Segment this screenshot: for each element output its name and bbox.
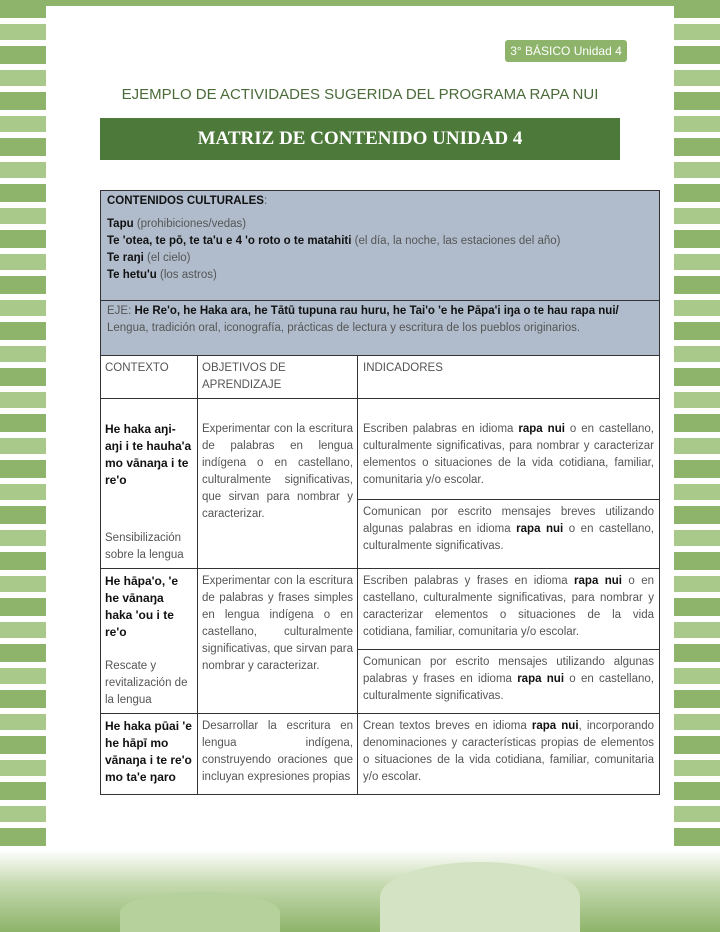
axis-term: He Re'o, he Haka ara, he Tātū tupuna rau huru, he Tai'o 'e he Pāpa'i iŋa o te hau rapa nui/ <box>134 305 619 317</box>
indicator: Escriben palabras en idioma rapa nui o en castellano, culturalmente significativas, para nombrar y caracterizar elementos o situaciones de la vida cotidiana, familiar, comunitaria y/o escolar. <box>363 423 654 486</box>
table-row <box>101 399 659 569</box>
context-title: He haka aŋi-aŋi i te hauha'a mo vānaŋa i te re'o <box>105 422 192 487</box>
cultural-content <box>101 191 659 301</box>
content-matrix <box>100 190 660 795</box>
objective: Experimentar con la escritura de palabras en lengua indígena o en castellano, culturalmente significativas, que sirvan para nombrar y caracterizar. <box>198 399 358 568</box>
context-sub: Rescate y revitalización de la lengua <box>105 660 188 706</box>
header-objectives: OBJETIVOS DE APRENDIZAJE <box>198 356 358 398</box>
cultural-item: Tapu (prohibiciones/vedas) <box>107 218 247 230</box>
top-bar <box>46 0 674 6</box>
axis-label: EJE: <box>107 305 135 317</box>
context-title: He haka pūai 'e he hāpī mo vānaŋa i te re'o mo ta'e ŋaro <box>105 719 192 784</box>
decorative-border-right <box>674 0 720 850</box>
cultural-item: Te hetu'u (los astros) <box>107 269 217 281</box>
cultural-item: Te 'otea, te pō, te ta'u e 4 'o roto o te matahiti (el día, la noche, las estaciones del año) <box>107 235 561 247</box>
grade-badge: 3° BÁSICO Unidad 4 <box>505 40 627 62</box>
objective: Desarrollar la escritura en lengua indígena, construyendo oraciones que incluyan expresiones propias <box>198 714 358 794</box>
indicator: Comunican por escrito mensajes utilizando algunas palabras y frases en idioma rapa nui o en castellano, culturalmente significativas. <box>358 649 659 709</box>
decorative-border-left <box>0 0 46 850</box>
indicator: Comunican por escrito mensajes breves utilizando algunas palabras en idioma rapa nui o en castellano, culturalmente significativas. <box>358 499 659 559</box>
page-title: MATRIZ DE CONTENIDO UNIDAD 4 <box>100 118 620 160</box>
landscape-footer <box>0 850 720 932</box>
table-row <box>101 569 659 714</box>
axis-block <box>101 301 659 356</box>
indicator: Escriben palabras y frases en idioma rapa nui o en castellano, culturalmente significativas, para nombrar y caracterizar elementos o situaciones de la vida cotidiana, familiar, comunitaria y/o escolar. <box>363 575 655 638</box>
indicator: Crean textos breves en idioma rapa nui, incorporando denominaciones y características propias de elementos o situaciones de la vida cotidiana, familiar, comunitaria y/o escolar. <box>363 720 654 783</box>
page-subtitle: EJEMPLO DE ACTIVIDADES SUGERIDA DEL PROGRAMA RAPA NUI <box>121 86 599 103</box>
context-sub: Sensibilización sobre la lengua <box>105 532 184 561</box>
objective: Experimentar con la escritura de palabras y frases simples en lengua indígena o en castellano, culturalmente significativas, que sirvan para nombrar y caracterizar. <box>198 569 358 713</box>
colon: : <box>263 195 268 207</box>
context-title: He hāpa'o, 'e he vānaŋa haka 'ou i te re'o <box>105 574 179 639</box>
header-indicators: INDICADORES <box>363 362 443 374</box>
cultural-heading: CONTENIDOS CULTURALES <box>107 195 264 207</box>
cultural-item: Te raŋi (el cielo) <box>107 252 191 264</box>
axis-desc: Lengua, tradición oral, iconografía, prácticas de lectura y escritura de los pueblos originarios. <box>107 322 581 334</box>
header-row <box>101 356 659 399</box>
table-row <box>101 714 659 794</box>
header-context: CONTEXTO <box>101 356 198 398</box>
